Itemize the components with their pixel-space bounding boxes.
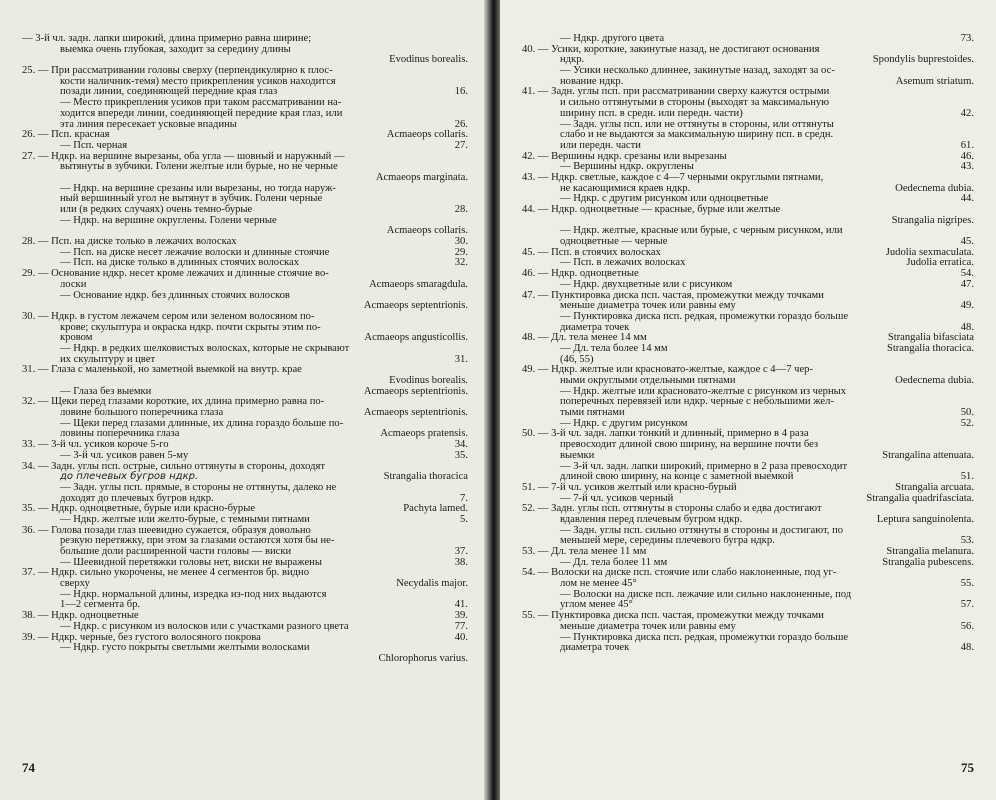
- line-text: 49. — Ндкр. желтые или красновато-желтые, каждое с 4—7 чер-: [522, 364, 814, 376]
- line-text: — Ндкр. с другим рисунком или одноцветные: [560, 193, 769, 205]
- line-text: — Ндкр. желтые или красновато-желтые с рисунком из черных: [560, 385, 847, 397]
- line-text: выемки: [560, 449, 595, 461]
- line-reference: Strangalia nigripes.: [891, 214, 974, 226]
- line-reference: 34.: [454, 439, 468, 451]
- line-text: — Щеки перед глазами длинные, их длина гораздо больше по-: [60, 417, 344, 429]
- line-text: крове; скульптура и окраска ндкр. почти скрыты этим по-: [60, 321, 321, 333]
- line-reference: 29.: [454, 246, 468, 258]
- line-text: диаметра точек: [560, 321, 630, 333]
- line-text: эта линия пересекает усковые впадины: [60, 118, 237, 130]
- line-reference: Judolia sexmaculata.: [885, 246, 974, 258]
- line-reference: 5.: [460, 513, 468, 525]
- line-reference: 44.: [960, 193, 974, 205]
- line-text: 26. — Псп. красная: [22, 129, 110, 141]
- line-reference: 31.: [454, 353, 468, 365]
- line-text: — Ндкр. с другим рисунком: [560, 417, 688, 429]
- line-text: — Пунктировка диска псп. редкая, промежутки гораздо больше: [560, 310, 849, 322]
- line-text: 48. — Дл. тела менее 14 мм: [522, 332, 647, 344]
- line-reference: 53.: [960, 535, 974, 547]
- line-text: доходят до плечевых бугров ндкр.: [60, 492, 214, 504]
- line-reference: Acmaeops marginata.: [375, 171, 468, 183]
- line-reference: 26.: [454, 118, 468, 130]
- line-text: ндкр.: [560, 54, 585, 66]
- line-text: одноцветные — черные: [560, 236, 668, 248]
- line-reference: 61.: [960, 139, 974, 151]
- line-text: 54. — Волоски на диске псп. стоячие или слабо наклоненные, под уг-: [522, 567, 837, 579]
- line-reference: Strangalia quadrifasciata.: [866, 492, 974, 504]
- line-text: 39. — Ндкр. черные, без густого волосяного покрова: [22, 631, 261, 643]
- line-reference: 47.: [960, 278, 974, 290]
- line-text: 36. — Голова позади глаз шеевидно сужается, образуя довольно: [22, 524, 311, 536]
- line-text: — Псп. на диске только в длинных стоячих волосках: [60, 257, 300, 269]
- line-reference: Oedecnema dubia.: [895, 182, 974, 194]
- left-page-text: [22, 34, 468, 665]
- line-text: — Псп. на диске несет лежачие волоски и длинные стоячие: [60, 246, 330, 258]
- line-text: превосходит длиной свою ширину, на вершине почти без: [560, 439, 819, 451]
- line-reference: 48.: [960, 321, 974, 333]
- line-reference: Acmaeops septentrionis.: [363, 385, 468, 397]
- line-text: — Псп. черная: [60, 139, 128, 151]
- line-text: — Ндкр. желтые или желто-бурые, с темными пятнами: [60, 513, 310, 525]
- line-text: 52. — Задн. углы псп. оттянуты в стороны слабо и едва достигают: [522, 503, 822, 515]
- line-reference: 49.: [960, 300, 974, 312]
- line-text: — Дл. тела более 14 мм: [560, 342, 668, 354]
- line-text: ловине большого поперечника глаза: [60, 407, 224, 419]
- line-text: 25. — При рассматривании головы сверху (перпендикулярно к плос-: [22, 65, 333, 77]
- line-text: 50. — 3-й чл. задн. лапки тонкий и длинный, примерно в 4 раза: [522, 428, 809, 440]
- line-reference: 77.: [454, 620, 468, 632]
- line-reference: 54.: [960, 268, 974, 280]
- line-reference: 39.: [454, 610, 468, 622]
- line-text: 38. — Ндкр. одноцветные: [22, 610, 139, 622]
- line-text: 43. — Ндкр. светлые, каждое с 4—7 черными округлыми пятнами,: [522, 171, 824, 183]
- line-text: 40. — Усики, короткие, закинутые назад, не достигают основания: [522, 43, 820, 55]
- line-reference: Acmaeops angusticollis.: [364, 332, 468, 344]
- line-reference: 43.: [960, 161, 974, 173]
- line-text: 41. — Задн. углы псп. при рассматривании сверху кажутся острыми: [522, 86, 830, 98]
- text-line: [22, 654, 468, 665]
- line-text: — Ндкр. на вершине срезаны или вырезаны, но тогда наруж-: [60, 182, 336, 194]
- line-text: тыми пятнами: [560, 407, 625, 419]
- line-reference: 28.: [454, 204, 468, 215]
- line-reference: Evodinus borealis.: [389, 375, 468, 386]
- line-text: — Шеевидной перетяжки головы нет, виски не выражены: [60, 556, 322, 568]
- line-reference: 41.: [454, 599, 468, 611]
- line-text: (46, 55): [560, 353, 594, 365]
- line-text: диаметра точек: [560, 642, 630, 654]
- line-reference: 46.: [960, 150, 974, 162]
- line-text: — Ндкр. желтые, красные или бурые, с черным рисунком, или: [560, 225, 843, 237]
- line-text: меньше диаметра точек или равны ему: [560, 300, 736, 312]
- line-text: и сильно оттянутыми в стороны (выходят за максимальную: [560, 97, 830, 109]
- line-reference: 38.: [454, 556, 468, 568]
- line-reference: 27.: [454, 139, 468, 151]
- line-reference: 50.: [960, 407, 974, 419]
- line-text: нование ндкр.: [560, 75, 624, 87]
- line-text: меньше диаметра точек или равны ему: [560, 620, 736, 632]
- line-reference: 16.: [454, 86, 468, 98]
- line-reference: Acmaeops collaris.: [386, 225, 468, 237]
- left-page: [0, 0, 486, 800]
- line-text: кровом: [60, 332, 93, 344]
- line-text: 46. — Ндкр. одноцветные: [522, 268, 639, 280]
- line-reference: Strangalina attenuata.: [882, 449, 974, 461]
- line-reference: Oedecnema dubia.: [895, 375, 974, 386]
- line-reference: 45.: [960, 236, 974, 248]
- line-text: ный вершинный угол не вытянут в зубчик. Голени черные: [60, 193, 323, 205]
- line-reference: Judolia erratica.: [906, 257, 974, 269]
- line-text: — Ндкр. двухцветные или с рисунком: [560, 278, 733, 290]
- line-text: — Место прикрепления усиков при таком рассматривании на-: [60, 97, 342, 109]
- line-text: — Задн. углы псп. прямые, в стороны не оттянуты, далеко не: [60, 481, 337, 493]
- line-reference: Evodinus borealis.: [389, 54, 468, 66]
- line-text: — Задн. углы псп. сильно оттянуты в стороны и достигают, по: [560, 524, 844, 536]
- line-text: лом не менее 45°: [560, 578, 637, 590]
- left-page-number: 74: [22, 760, 35, 775]
- line-reference: 7.: [460, 492, 468, 504]
- line-reference: 30.: [454, 236, 468, 248]
- line-reference: Chlorophorus varius.: [378, 652, 468, 664]
- line-reference: Acmaeops collaris.: [386, 129, 468, 141]
- line-reference: Acmaeops septentrionis.: [363, 300, 468, 312]
- line-reference: 48.: [960, 642, 974, 654]
- line-reference: Spondylis buprestoides.: [872, 54, 974, 66]
- line-reference: Strangalia bifasciata: [887, 332, 974, 344]
- line-text: — Глаза без выемки: [60, 385, 152, 397]
- line-text: 53. — Дл. тела менее 11 мм: [522, 546, 647, 557]
- line-text: лоски: [60, 278, 87, 290]
- line-text: 42. — Вершины ндкр. срезаны или вырезаны: [522, 150, 727, 162]
- line-reference: Asemum striatum.: [895, 75, 974, 87]
- line-text: 55. — Пунктировка диска псп. частая, промежутки между точками: [522, 610, 824, 622]
- line-text: — Усики несколько длиннее, закинутые назад, заходят за ос-: [560, 65, 835, 77]
- line-text: — Ндкр. другого цвета: [560, 33, 665, 44]
- line-text: вытянуты в зубчики. Голени желтые или бурые, но не черные: [60, 161, 338, 173]
- line-text: — Волоски на диске псп. лежачие или сильно наклоненные, под: [560, 588, 852, 600]
- line-text: 45. — Псп. в стоячих волосках: [522, 246, 661, 258]
- line-reference: 55.: [960, 578, 974, 590]
- line-text: 30. — Ндкр. в густом лежачем сером или зеленом волосяном по-: [22, 310, 315, 322]
- line-text: — Ндкр. на вершине округлены. Голени черные: [60, 214, 277, 226]
- line-text: — Пунктировка диска псп. редкая, промежутки гораздо больше: [560, 631, 849, 643]
- line-text: ловины поперечника глаза: [60, 428, 180, 440]
- line-text: 35. — Ндкр. одноцветные, бурые или красно-бурые: [22, 503, 256, 515]
- line-text: большие доли расширенной части головы — виски: [60, 546, 292, 557]
- line-reference: 32.: [454, 257, 468, 269]
- line-text: позади линии, соединяющей передние края глаз: [60, 86, 278, 98]
- line-text: 33. — 3-й чл. усиков короче 5-го: [22, 439, 169, 451]
- line-text: выемка очень глубокая, заходит за середину длины: [60, 43, 291, 55]
- line-reference: Strangalia thoracica: [383, 471, 468, 483]
- line-reference: 73.: [960, 33, 974, 44]
- line-reference: Strangalia melanura.: [886, 546, 974, 557]
- line-reference: Acmaeops septentrionis.: [363, 407, 468, 419]
- line-text: или (в редких случаях) очень темно-бурые: [60, 204, 253, 215]
- line-text: 29. — Основание ндкр. несет кроме лежачих и длинные стоячие во-: [22, 268, 329, 280]
- line-text: 32. — Щеки перед глазами короткие, их длина примерно равна по-: [22, 396, 325, 408]
- line-text: — 3-й чл. задн. лапки широкий, примерно в 2 раза превосходит: [560, 460, 848, 472]
- line-text: меньшей мере, середины плечевого бугра ндкр.: [560, 535, 775, 547]
- line-reference: Strangalia pubescens.: [882, 556, 974, 568]
- line-text: сверху: [60, 578, 90, 590]
- line-text: — 7-й чл. усиков черный: [560, 492, 674, 504]
- line-text: или передн. части: [560, 139, 641, 151]
- line-reference: 42.: [960, 107, 974, 119]
- line-text: — Ндкр. нормальной длины, изредка из-под них выдаются: [60, 588, 327, 600]
- line-text: — 3-й чл. усиков равен 5-му: [60, 449, 189, 461]
- line-text: 28. — Псп. на диске только в лежачих волосках: [22, 236, 237, 248]
- line-text: 31. — Глаза с маленькой, но заметной выемкой на внутр. крае: [22, 364, 302, 376]
- line-reference: Strangalia arcuata.: [895, 481, 974, 493]
- line-reference: Leptura sanguinolenta.: [876, 513, 974, 525]
- line-text: их скульптуру и цвет: [60, 353, 156, 365]
- line-text: — Ндкр. в редких шелковистых волосках, которые не скрывают: [60, 342, 350, 354]
- line-text: ными округлыми отдельными пятнами: [560, 375, 736, 386]
- line-text: поперечных перевязей или ндкр. черные с небольшими жел-: [560, 396, 834, 408]
- line-reference: Acmaeops smaragdula.: [369, 278, 468, 290]
- line-text: вдавления перед плечевым бугром ндкр.: [560, 513, 743, 525]
- line-text: — Задн. углы псп. или не оттянуты в стороны, или оттянуты: [560, 118, 834, 130]
- line-text: — Псп. в лежачих волосках: [560, 257, 686, 269]
- line-reference: Acmaeops pratensis.: [380, 428, 468, 440]
- line-reference: 52.: [960, 417, 974, 429]
- line-text: длиной свою ширину, на конце с заметной выемкой: [560, 471, 794, 483]
- line-text: резкую перетяжку, при этом за глазами остаются хотя бы не-: [60, 535, 335, 547]
- line-text: углом менее 45°: [560, 599, 633, 611]
- line-text: ходится впереди линии, соединяющей передние края глаз, или: [60, 107, 343, 119]
- line-reference: 51.: [960, 471, 974, 483]
- line-text: 47. — Пунктировка диска псп. частая, промежутки между точками: [522, 289, 824, 301]
- line-text: слабо и не выдаются за максимальную ширину псп. в средн.: [560, 129, 834, 141]
- line-text: — Вершины ндкр. округлены: [560, 161, 694, 173]
- line-text: 34. — Задн. углы псп. острые, сильно оттянуты в стороны, доходят: [22, 460, 326, 472]
- line-text: — Ндкр. густо покрыты светлыми желтыми волосками: [60, 642, 310, 654]
- right-page-number: 75: [961, 760, 974, 775]
- line-reference: Pachyta lamed.: [403, 503, 468, 515]
- line-text: не касающимися краев ндкр.: [560, 182, 691, 194]
- line-text: — Дл. тела более 11 мм: [560, 556, 668, 568]
- line-text: 37. — Ндкр. сильно укорочены, не менее 4 сегментов бр. видно: [22, 567, 310, 579]
- handwritten-note: до плечевых бугров ндкр.: [60, 471, 199, 483]
- line-text: — 3-й чл. задн. лапки широкий, длина примерно равна ширине;: [22, 33, 312, 44]
- line-reference: 37.: [454, 546, 468, 557]
- line-text: 51. — 7-й чл. усиков желтый или красно-бурый: [522, 481, 737, 493]
- line-text: — Ндкр. с рисунком из волосков или с участками разного цвета: [60, 620, 349, 632]
- line-text: кости наличник-темя) место прикрепления усиков находится: [60, 75, 336, 87]
- right-page-text: [522, 34, 974, 654]
- line-reference: 56.: [960, 620, 974, 632]
- line-reference: Strangalia thoracica.: [886, 342, 974, 354]
- line-text: 1—2 сегмента бр.: [60, 599, 141, 611]
- right-page: [500, 0, 996, 800]
- line-reference: Necydalis major.: [396, 578, 468, 590]
- line-text: 44. — Ндкр. одноцветные — красные, бурые или желтые: [522, 204, 781, 215]
- line-reference: 57.: [960, 599, 974, 611]
- line-reference: 40.: [454, 631, 468, 643]
- text-line: [522, 643, 974, 654]
- line-text: 27. — Ндкр. на вершине вырезаны, оба угла — шовный и наружный —: [22, 150, 345, 162]
- line-text: ширину псп. в средн. или передн. части): [560, 107, 743, 119]
- line-reference: 35.: [454, 449, 468, 461]
- line-text: — Основание ндкр. без длинных стоячих волосков: [60, 289, 290, 301]
